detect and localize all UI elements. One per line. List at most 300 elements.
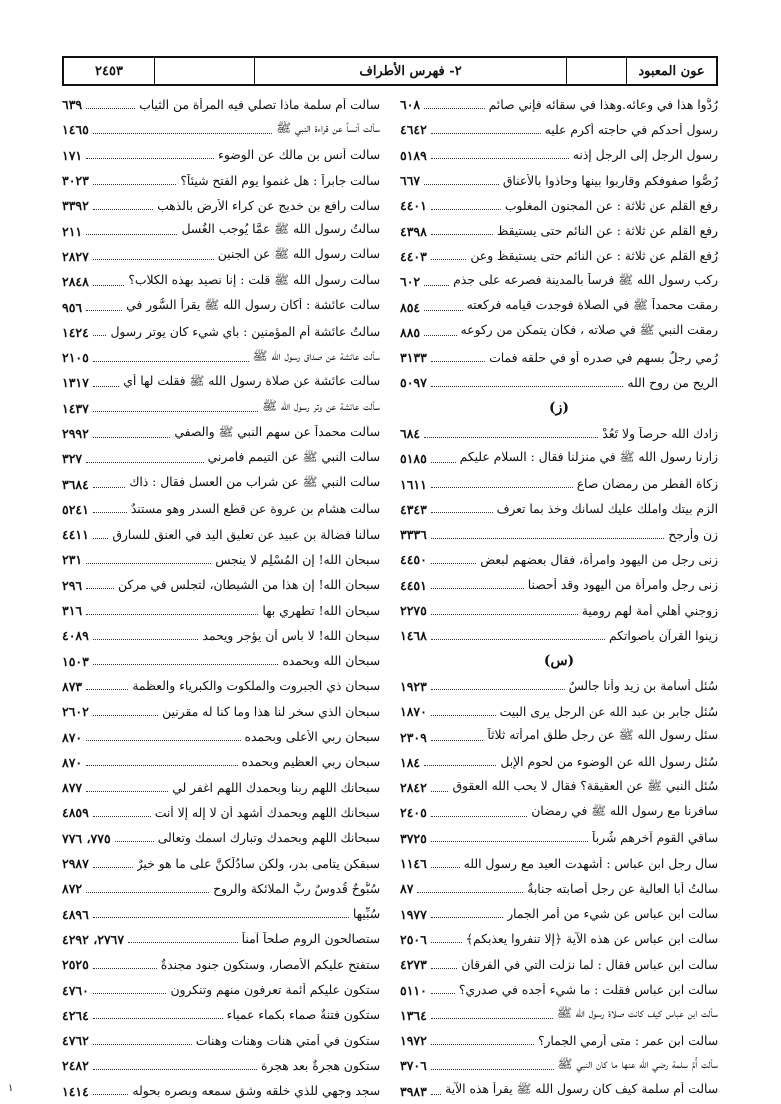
- entry-number: ٥١٨٥: [400, 451, 427, 467]
- entry-text: سألت النبي ﷺ عن التيمم فأمرني: [207, 449, 380, 464]
- dot-leader: [431, 941, 462, 943]
- dot-leader: [128, 941, 238, 943]
- dot-leader: [424, 107, 484, 109]
- entry-text: سألت أُم سلمة كيف كان رسول الله ﷺ يقرأ هذه الآية: [445, 1082, 718, 1097]
- page-number: ٢٤٥٣: [95, 63, 123, 79]
- index-entry: [400, 876, 718, 901]
- dot-leader: [93, 866, 133, 868]
- index-entry: [62, 623, 380, 648]
- index-entry: [400, 193, 718, 218]
- dot-leader: [431, 233, 493, 235]
- index-entry: [400, 143, 718, 168]
- dot-leader: [431, 739, 484, 741]
- index-entry: [62, 421, 380, 446]
- index-entry: [62, 598, 380, 623]
- index-entry: [400, 1079, 718, 1104]
- dot-leader: [431, 916, 503, 918]
- dot-leader: [431, 967, 457, 969]
- entry-text: رُدُّوا هذا في وعائه.وهذا في سقائه فإني صائم: [488, 97, 718, 112]
- dot-leader: [93, 815, 151, 817]
- dot-leader: [431, 688, 565, 690]
- entry-number: ٣٢٧: [62, 451, 83, 467]
- entry-number: ٤٤٥٠: [400, 552, 427, 568]
- index-entry: [400, 623, 718, 648]
- dot-leader: [431, 132, 541, 134]
- index-entry: [400, 573, 718, 598]
- entry-number: ٥٠٩٧: [400, 375, 427, 391]
- entry-text: زنى رجل وامرأة من اليهود وقد أحصنا: [527, 578, 718, 593]
- dot-leader: [431, 461, 456, 463]
- dot-leader: [86, 688, 128, 690]
- entry-text: رُفع القلم عن ثلاثة : عن النائم حتى يستيقظ وعن: [470, 249, 718, 264]
- index-entry: [62, 1079, 380, 1104]
- dot-leader: [431, 385, 624, 387]
- entry-number: ١٤٢٤: [62, 324, 89, 340]
- entry-number: ٦٠٢: [400, 274, 421, 290]
- entry-number: ١٤٦٨: [400, 628, 427, 644]
- entry-number: ٤٣٩٨: [400, 223, 427, 239]
- entry-number: ١٣١٧: [62, 375, 89, 391]
- index-entry: [400, 674, 718, 699]
- entry-text: ستكون في أمتي هنات وهنات وهنات: [195, 1033, 380, 1048]
- dot-leader: [431, 587, 524, 589]
- entry-text: زادك الله حرصاً ولا تَعُدْ: [602, 426, 718, 441]
- entry-text: رمقت محمداً ﷺ في الصلاة فوجدت قيامه فركعته: [466, 298, 718, 313]
- entry-text: سبحان الله! تطهري بها: [262, 603, 380, 618]
- entry-text: سُبُّوحٌ قُدوسٌ ربُّ الملائكة والروح: [213, 881, 380, 896]
- entry-text: سألت رسول الله ﷺ عن الجنين: [217, 247, 380, 262]
- left-column: [62, 92, 380, 1104]
- dot-leader: [86, 891, 209, 893]
- dot-leader: [93, 992, 167, 994]
- index-entry: [400, 750, 718, 775]
- entry-number: ٨٧٧: [62, 780, 83, 796]
- dot-leader: [431, 486, 573, 488]
- entry-number: ٣٧٠٦: [400, 1058, 427, 1074]
- entry-text: سألت ابن عباس فقلت : ما شيء أجده في صدري؟: [458, 983, 718, 998]
- entry-text: سُئل جابر بن عبد الله عن الرجل يرى البيت: [499, 704, 718, 719]
- dot-leader: [431, 208, 501, 210]
- book-title: عون المعبود: [626, 58, 716, 84]
- entry-number: ٤٨٥٩: [62, 805, 89, 821]
- index-entry: [62, 143, 380, 168]
- index-entry: [400, 320, 718, 345]
- index-entry: [62, 320, 380, 345]
- index-title: ٢- فهرس الأطراف: [254, 58, 566, 84]
- dot-leader: [93, 360, 249, 362]
- entry-text: سبحان الله! إن المُسْلِم لا ينجس: [215, 552, 380, 567]
- dot-leader: [93, 537, 108, 539]
- entry-text: رفع القلم عن ثلاثة : عن النائم حتى يستيقظ: [496, 224, 718, 239]
- entry-text: زنى رجل من اليهود وامرأة، فقال بعضهم لبعض: [480, 552, 718, 567]
- index-entry: [62, 573, 380, 598]
- dot-leader: [93, 284, 124, 286]
- entry-text: سألت عائشة عن صداق رسول الله ﷺ: [252, 348, 380, 363]
- entry-text: سألت جابراً : هل غنموا يوم الفتح شيئاً؟: [180, 173, 380, 188]
- entry-text: سبحانك اللهم وبحمدك وتبارك اسمك وتعالى: [157, 831, 380, 846]
- index-entry: [400, 547, 718, 572]
- dot-leader: [93, 486, 125, 488]
- dot-leader: [93, 511, 127, 513]
- dot-leader: [93, 334, 107, 336]
- dot-leader: [93, 1043, 192, 1045]
- index-entry: [400, 471, 718, 496]
- entry-number: ١٩٢٣: [400, 678, 427, 694]
- entry-text: سألت عائشة عن وتر رسول الله ﷺ: [262, 399, 380, 414]
- entry-number: ٢٥٠٦: [400, 931, 427, 947]
- dot-leader: [93, 1068, 257, 1070]
- entry-text: زوجني أهلي أمة لهم رومية: [581, 603, 718, 618]
- entry-number: ١٦١١: [400, 476, 427, 492]
- index-entry: [62, 927, 380, 952]
- dot-leader: [431, 790, 449, 792]
- entry-text: سبحانك اللهم وبحمدك أشهد أن لا إله إلا أنت: [154, 805, 380, 820]
- entry-text: سألتُ عائشة أم المؤمنين : بأي شيء كان يوتر رسول: [110, 325, 380, 340]
- entry-text: سبحانك اللهم ربنا وبحمدك اللهم اغفر لي: [172, 780, 380, 795]
- index-entry: [62, 826, 380, 851]
- index-entry: [400, 168, 718, 193]
- dot-leader: [424, 334, 456, 336]
- dot-leader: [115, 840, 154, 842]
- index-entry: [62, 396, 380, 421]
- entry-text: ركب رسول الله ﷺ فرساً بالمدينة فصرعه على جذم: [453, 272, 718, 287]
- entry-number: ٣١٣٣: [400, 350, 427, 366]
- dot-leader: [431, 840, 588, 842]
- entry-text: رُمي رجلٌ بسهم في صدره أو في حلقه فمات: [489, 350, 718, 365]
- entry-text: سُبِّيها: [352, 907, 380, 922]
- entry-number: ٤٠٨٩: [62, 628, 89, 644]
- dot-leader: [86, 157, 214, 159]
- index-entry: [62, 244, 380, 269]
- dot-leader: [93, 714, 158, 716]
- dot-leader: [431, 714, 496, 716]
- entry-number: ٤٨٩٦: [62, 906, 89, 922]
- dot-leader: [93, 385, 119, 387]
- entry-number: ٢٣٠٩: [400, 729, 427, 745]
- entry-number: ١٩٧٢: [400, 1033, 427, 1049]
- index-entry: [400, 902, 718, 927]
- dot-leader: [431, 1017, 553, 1019]
- entry-text: سبحان الله وبحمده: [282, 654, 380, 669]
- entry-number: ٢٩٨٧: [62, 856, 89, 872]
- entry-number: ٢٥٢٥: [62, 957, 89, 973]
- entry-text: سُئل النبي ﷺ عن العقيقة؟ فقال لا يحب الله العقوق: [452, 778, 718, 793]
- page-header: [62, 56, 718, 86]
- dot-leader: [93, 183, 177, 185]
- entry-text: سافرنا مع رسول الله ﷺ في رمضان: [531, 803, 718, 818]
- dot-leader: [431, 562, 476, 564]
- entry-text: سألتُ أبا العالية عن رجل أصابته جنابةٌ: [527, 881, 718, 896]
- entry-text: سألت عائشة عن صلاة رسول الله ﷺ فقلت لها أي: [123, 373, 380, 388]
- dot-leader: [431, 866, 460, 868]
- entry-text: سألت ابن عباس كيف كانت صلاة رسول الله ﷺ: [556, 1006, 718, 1021]
- entry-number: ٣٣٣٦: [400, 527, 427, 543]
- index-entry: [62, 497, 380, 522]
- index-entry: [400, 1003, 718, 1028]
- entry-text: ستكون هجرةٌ بعد هجرة: [260, 1058, 380, 1073]
- index-entry: [400, 218, 718, 243]
- entry-number: ٤٤٠٣: [400, 248, 427, 264]
- dot-leader: [424, 764, 496, 766]
- entry-number: ٤٧٦٢: [62, 1033, 89, 1049]
- dot-leader: [93, 1017, 223, 1019]
- index-entry: [62, 218, 380, 243]
- dot-leader: [86, 613, 258, 615]
- entry-number: ٤٢٦٤: [62, 1007, 89, 1023]
- entry-number: ٨٨٥: [400, 324, 421, 340]
- entry-number: ٢٤٠٥: [400, 805, 427, 821]
- entry-text: رسول أحدكم في حاجته أكرم عليه: [544, 122, 718, 137]
- index-entry: [400, 775, 718, 800]
- entry-text: سألت رسول الله ﷺ قلت : إنا نصيد بهذه الكلاب؟: [128, 272, 380, 287]
- right-column: [400, 92, 718, 1104]
- entry-number: ٦٦٧: [400, 173, 421, 189]
- dot-leader: [93, 663, 278, 665]
- entry-text: الزم بيتك واملك عليك لسانك وخذ بما تعرف: [496, 502, 718, 517]
- index-entry: [62, 471, 380, 496]
- entry-text: سئل رسول الله ﷺ عن رجل طلق امرأته ثلاثاً: [487, 728, 718, 743]
- entry-text: سبحان ربي العظيم وبحمده: [241, 755, 380, 770]
- entry-text: ساقي القوم آخرهم شُرباً: [592, 831, 718, 846]
- dot-leader: [431, 511, 493, 513]
- entry-text: سُئل أسامة بن زيد وأنا جالسٌ: [568, 679, 718, 694]
- entry-text: سألت النبي ﷺ عن شراب من العسل فقال : ذاك: [129, 475, 380, 490]
- entry-number: ٢٦٠٢: [62, 704, 89, 720]
- dot-leader: [431, 638, 605, 640]
- corner-mark: ١: [8, 1083, 14, 1094]
- dot-leader: [86, 790, 168, 792]
- index-entry: [400, 421, 718, 446]
- entry-text: سألت أم سلمة ماذا تصلي فيه المرأة من الثياب: [139, 97, 380, 112]
- entry-text: سألت أنس بن مالك عن الوضوء: [218, 148, 380, 163]
- entry-number: ١٤٣٧: [62, 400, 89, 416]
- index-entry: [62, 876, 380, 901]
- entry-text: سجد وجهي للذي خلقه وشق سمعه وبصره بحوله: [132, 1084, 380, 1099]
- index-entry: [62, 851, 380, 876]
- dot-leader: [86, 587, 114, 589]
- dot-leader: [93, 967, 157, 969]
- entry-text: ستصالحون الروم صلحاً آمناً: [241, 932, 380, 947]
- index-entry: [62, 1028, 380, 1053]
- entry-text: سألت هشام بن عروة عن قطع السدر وهو مستندٌ: [130, 502, 380, 517]
- entry-text: ستكون عليكم أئمة تعرفون منهم وتنكرون: [170, 983, 380, 998]
- entry-number: ١٨٧٠: [400, 704, 427, 720]
- entry-text: ستفتح عليكم الأمصار، وستكون جنود مجندةٌ: [160, 957, 380, 972]
- entry-text: سألت رافع بن خديج عن كراء الأرض بالذهب: [157, 198, 380, 213]
- dot-leader: [431, 992, 455, 994]
- index-entry: [62, 446, 380, 471]
- index-entry: [62, 92, 380, 117]
- entry-number: ٢٩٩٢: [62, 426, 89, 441]
- entry-number: ٦٣٩: [62, 97, 83, 113]
- index-entry: [62, 269, 380, 294]
- entry-text: سبحان ربي الأعلى وبحمده: [244, 730, 380, 745]
- dot-leader: [93, 1093, 129, 1095]
- entry-number: ٦٠٨: [400, 97, 421, 113]
- entry-text: زارنا رسول الله ﷺ في منزلنا فقال : السلام عليكم: [459, 449, 718, 464]
- dot-leader: [431, 613, 578, 615]
- entry-text: سألت أُمَّ سلمة رضي الله عنها ما كان النبي ﷺ: [557, 1056, 718, 1071]
- entry-text: سبحان ذي الجبروت والملكوت والكبرياء والعظمة: [132, 679, 380, 694]
- entry-text: سألت ابن عباس عن شيء من أمر الجمار: [507, 907, 718, 922]
- entry-number: ٨٧٢: [62, 881, 83, 897]
- dot-leader: [431, 258, 467, 260]
- entry-number: ٣٩٨٣: [400, 1083, 427, 1099]
- entry-number: ٤٦٤٢: [400, 122, 427, 138]
- index-entry: [400, 294, 718, 319]
- dot-leader: [86, 764, 237, 766]
- index-entry: [62, 117, 380, 142]
- entry-text: سأل رجل ابن عباس : أشهدت العيد مع رسول الله: [463, 856, 718, 871]
- index-entry: [62, 724, 380, 749]
- index-entry: [62, 294, 380, 319]
- index-entry: [400, 598, 718, 623]
- index-entry: [62, 370, 380, 395]
- index-entry: [62, 674, 380, 699]
- index-entry: [400, 699, 718, 724]
- entry-text: زكاة الفطر من رمضان صاع: [576, 477, 718, 492]
- dot-leader: [431, 815, 527, 817]
- entry-number: ٦٨٤: [400, 426, 421, 441]
- entry-number: ٤٣٤٣: [400, 501, 427, 517]
- dot-leader: [93, 916, 349, 918]
- header-blank-cell: [154, 58, 254, 84]
- index-entry: [400, 1053, 718, 1078]
- dot-leader: [424, 284, 449, 286]
- index-entry: [400, 446, 718, 471]
- index-entry: [62, 952, 380, 977]
- index-entry: [62, 699, 380, 724]
- section-heading: (س): [543, 653, 575, 670]
- entry-number: ٢٨٤٨: [62, 274, 89, 290]
- entry-text: رمقت النبي ﷺ في صلاته ، فكان يتمكن من ركوعه: [460, 323, 718, 338]
- index-entry: [400, 851, 718, 876]
- header-blank-cell: [566, 58, 626, 84]
- entry-text: رُصُّوا صفوفكم وقاربوا بينها وحاذوا بالأعناق: [502, 173, 718, 188]
- entry-number: ٨٧٠: [62, 729, 83, 745]
- entry-text: سألنا فضالة بن عبيد عن تعليق اليد في العنق للسارق: [112, 527, 380, 542]
- entry-number: ١٥٠٣: [62, 653, 89, 669]
- index-entry: [400, 345, 718, 370]
- index-entry: [62, 649, 380, 674]
- dot-leader: [424, 309, 462, 311]
- entry-number: ١٣٦٤: [400, 1007, 427, 1023]
- entry-number: ١٧١: [62, 147, 83, 163]
- dot-leader: [431, 157, 569, 159]
- index-entry: [400, 370, 718, 395]
- entry-number: ٥١٨٩: [400, 147, 427, 163]
- index-entry: [400, 92, 718, 117]
- index-entry: [62, 522, 380, 547]
- entry-number: ٣٣٩٢: [62, 198, 89, 214]
- index-entry: [400, 977, 718, 1002]
- index-entry: [62, 902, 380, 927]
- entry-number: ٢٤٨٢: [62, 1058, 89, 1074]
- index-entry: [62, 168, 380, 193]
- index-entry: [62, 977, 380, 1002]
- entry-number: ٢١٠٥: [62, 350, 89, 366]
- index-entry: [400, 117, 718, 142]
- index-entry: [400, 952, 718, 977]
- entry-number: ٢٧٦٧، ٤٢٩٢: [62, 931, 125, 947]
- dot-leader: [93, 208, 153, 210]
- dot-leader: [431, 1043, 534, 1045]
- entry-text: سألت محمداً عن سهم النبي ﷺ والصفي: [174, 424, 380, 439]
- section-heading: (ز): [549, 400, 570, 417]
- entry-number: ٤٤٠١: [400, 198, 427, 214]
- entry-number: ٤٤١١: [62, 527, 89, 543]
- index-entry: [62, 800, 380, 825]
- entry-number: ١٨٤: [400, 754, 421, 770]
- entry-number: ٣٧٢٥: [400, 830, 427, 846]
- entry-text: زن وأرجح: [668, 527, 718, 542]
- index-entry: [62, 345, 380, 370]
- entry-number: ٢١١: [62, 223, 83, 239]
- entry-text: سألت ابن عمر : متى أرمي الجمار؟: [537, 1033, 718, 1048]
- dot-leader: [431, 1068, 554, 1070]
- entry-number: ٣٦٨٤: [62, 476, 89, 492]
- entry-number: ٢٩٦: [62, 577, 83, 593]
- dot-leader: [86, 309, 122, 311]
- entry-number: ٤٧٦٠: [62, 982, 89, 998]
- dot-leader: [93, 638, 199, 640]
- entry-number: ٤٢٧٣: [400, 957, 427, 973]
- entry-text: سألتُ رسول الله ﷺ عمَّا يُوجب الغُسل: [181, 222, 380, 237]
- dot-leader: [86, 107, 135, 109]
- index-entry: [400, 522, 718, 547]
- entry-text: رسول الرجل إلى الرجل إذنه: [572, 148, 718, 163]
- entry-number: ٤٤٥١: [400, 577, 427, 593]
- dot-leader: [417, 891, 523, 893]
- dot-leader: [86, 461, 203, 463]
- index-entry: [400, 724, 718, 749]
- dot-leader: [424, 436, 598, 438]
- entry-text: ستكون فتنةٌ صماء بكماء عمياء: [226, 1008, 380, 1023]
- index-entry: [400, 800, 718, 825]
- entry-text: رفع القلم عن ثلاثة : عن المجنون المغلوب: [504, 198, 718, 213]
- index-entry: [400, 497, 718, 522]
- index-columns: [62, 92, 718, 1099]
- entry-number: ٢٨٤٢: [400, 780, 427, 796]
- entry-number: ١٤٦٥: [62, 122, 89, 138]
- entry-number: ٥١١٠: [400, 982, 427, 998]
- entry-text: سألت أنساً عن قراءة النبي ﷺ: [276, 120, 380, 135]
- entry-number: ٣٠٢٣: [62, 173, 89, 189]
- dot-leader: [431, 537, 664, 539]
- dot-leader: [93, 132, 272, 134]
- entry-text: سألت ابن عباس فقال : لما نزلت التي في الفرقان: [461, 957, 718, 972]
- entry-text: سبقكن يتامى بدر، ولكن سأدُلُّكنَّ على ما هو خيرٌ: [136, 856, 380, 871]
- index-entry: [62, 775, 380, 800]
- index-entry: [62, 750, 380, 775]
- dot-leader: [86, 739, 240, 741]
- entry-text: زينوا القرآن بأصواتكم: [608, 628, 718, 643]
- entry-number: ٨٧٣: [62, 678, 83, 694]
- entry-number: ٢٨٢٧: [62, 248, 89, 264]
- index-entry: [62, 547, 380, 572]
- dot-leader: [86, 562, 211, 564]
- entry-number: ١٤١٤: [62, 1083, 89, 1099]
- dot-leader: [93, 410, 258, 412]
- entry-text: سبحان الله! إن هذا من الشيطان، لتجلس في مركن: [117, 578, 380, 593]
- index-entry: [400, 1028, 718, 1053]
- index-entry: [62, 193, 380, 218]
- dot-leader: [431, 360, 485, 362]
- entry-text: سألت عائشة : أكان رسول الله ﷺ يقرأ السُّور في: [126, 298, 380, 313]
- entry-text: سبحان الله! لا بأس أن يؤجر ويحمد: [202, 628, 380, 643]
- entry-number: ١٩٧٧: [400, 906, 427, 922]
- index-entry: [400, 244, 718, 269]
